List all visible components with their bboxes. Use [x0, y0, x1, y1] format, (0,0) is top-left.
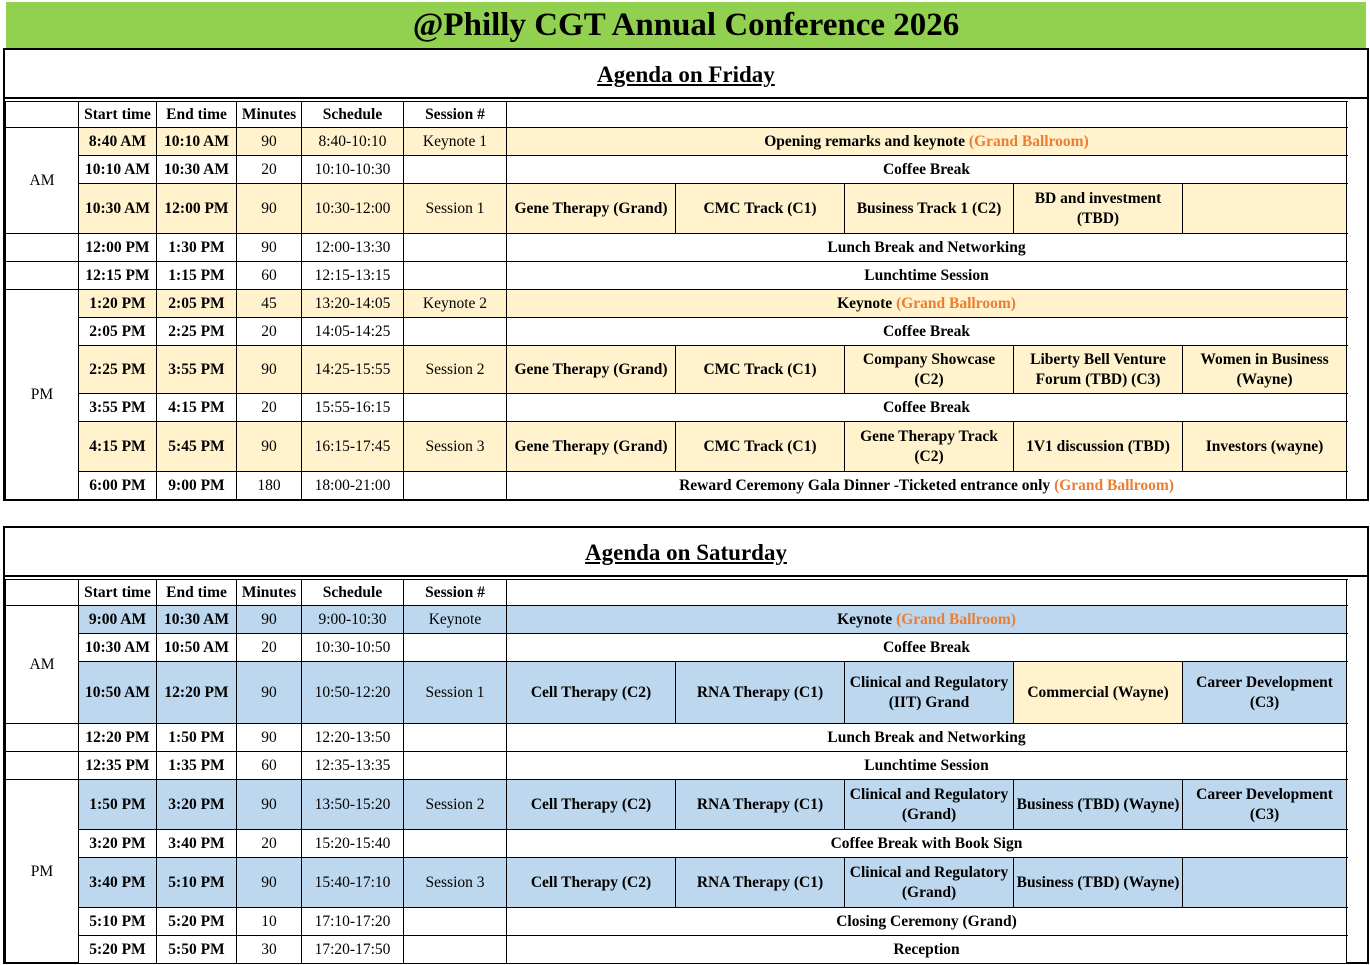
friday-schedule-table [5, 101, 1347, 500]
saturday-span-cell [507, 634, 1347, 662]
saturday-agenda-row [6, 724, 1347, 752]
saturday-schedule-cell: 15:20-15:40 [302, 830, 404, 858]
saturday-start-cell: 10:50 AM [79, 662, 157, 724]
friday-end-cell: 2:25 PM [157, 318, 237, 346]
friday-agenda-row [6, 184, 1347, 234]
saturday-track-cell: Clinical and Regulatory (Grand) [845, 780, 1014, 830]
friday-end-cell: 9:00 PM [157, 472, 237, 500]
saturday-track-cell: Career Development (C3) [1183, 662, 1347, 724]
friday-column-header: Schedule [302, 102, 404, 128]
friday-track-cell: Investors (wayne) [1183, 422, 1347, 472]
friday-session-cell: Session 1 [404, 184, 507, 234]
saturday-agenda-row [6, 830, 1347, 858]
friday-track-cell: CMC Track (C1) [676, 422, 845, 472]
saturday-track-cell: Career Development (C3) [1183, 780, 1347, 830]
saturday-track-cell: Business (TBD) (Wayne) [1014, 780, 1183, 830]
saturday-schedule-cell: 13:50-15:20 [302, 780, 404, 830]
saturday-schedule-cell: 10:30-10:50 [302, 634, 404, 662]
friday-minutes-cell: 90 [237, 128, 302, 156]
friday-minutes-cell: 20 [237, 318, 302, 346]
conference-title: @Philly CGT Annual Conference 2026 [412, 7, 960, 43]
saturday-end-cell: 3:20 PM [157, 780, 237, 830]
saturday-track-cell [1183, 858, 1347, 908]
saturday-end-cell: 10:50 AM [157, 634, 237, 662]
saturday-span-cell [507, 908, 1347, 936]
friday-start-cell: 8:40 AM [79, 128, 157, 156]
friday-agenda-row [6, 422, 1347, 472]
friday-session-cell: Keynote 2 [404, 290, 507, 318]
friday-schedule-cell: 14:05-14:25 [302, 318, 404, 346]
saturday-end-cell: 1:50 PM [157, 724, 237, 752]
saturday-start-cell: 5:10 PM [79, 908, 157, 936]
friday-minutes-cell: 90 [237, 422, 302, 472]
saturday-span-cell [507, 606, 1347, 634]
friday-event-name: Coffee Break [882, 322, 971, 340]
friday-column-header: Start time [79, 102, 157, 128]
saturday-start-cell: 9:00 AM [79, 606, 157, 634]
friday-track-cell: BD and investment (TBD) [1014, 184, 1183, 234]
friday-track-cell: CMC Track (C1) [676, 184, 845, 234]
saturday-event-name: Lunchtime Session [864, 756, 989, 774]
saturday-minutes-cell: 10 [237, 908, 302, 936]
friday-span-cell [507, 156, 1347, 184]
friday-track-cell: Gene Therapy (Grand) [507, 422, 676, 472]
saturday-track-cell: Clinical and Regulatory (Grand) [845, 858, 1014, 908]
friday-minutes-cell: 90 [237, 346, 302, 394]
saturday-minutes-cell: 20 [237, 634, 302, 662]
friday-end-cell: 5:45 PM [157, 422, 237, 472]
saturday-end-cell: 3:40 PM [157, 830, 237, 858]
saturday-track-cell: Commercial (Wayne) [1014, 662, 1183, 724]
friday-minutes-cell: 180 [237, 472, 302, 500]
saturday-minutes-cell: 90 [237, 858, 302, 908]
friday-start-cell: 1:20 PM [79, 290, 157, 318]
saturday-start-cell: 1:50 PM [79, 780, 157, 830]
friday-end-cell: 12:00 PM [157, 184, 237, 234]
friday-schedule-cell: 10:30-12:00 [302, 184, 404, 234]
friday-event-name: Coffee Break [882, 398, 971, 416]
saturday-agenda-row [6, 908, 1347, 936]
friday-span-cell [507, 262, 1347, 290]
friday-event-name: Opening remarks and keynote [764, 132, 966, 150]
saturday-schedule-cell: 12:35-13:35 [302, 752, 404, 780]
friday-agenda-row [6, 156, 1347, 184]
friday-span-cell [507, 318, 1347, 346]
saturday-column-header: Start time [79, 580, 157, 606]
friday-agenda [3, 48, 1369, 501]
saturday-session-cell [404, 752, 507, 780]
saturday-agenda-row [6, 634, 1347, 662]
saturday-span-cell [507, 724, 1347, 752]
friday-event-name: Lunchtime Session [864, 266, 989, 284]
saturday-track-cell: RNA Therapy (C1) [676, 662, 845, 724]
friday-span-cell [507, 290, 1347, 318]
friday-agenda-row [6, 394, 1347, 422]
saturday-minutes-cell: 90 [237, 780, 302, 830]
friday-period-blank [6, 262, 79, 290]
friday-end-cell: 1:15 PM [157, 262, 237, 290]
saturday-agenda [3, 526, 1369, 964]
saturday-schedule-cell: 12:20-13:50 [302, 724, 404, 752]
friday-event-name: Lunch Break and Networking [827, 238, 1026, 256]
friday-minutes-cell: 45 [237, 290, 302, 318]
saturday-span-cell [507, 936, 1347, 964]
friday-session-cell [404, 262, 507, 290]
friday-agenda-row [6, 346, 1347, 394]
saturday-start-cell: 5:20 PM [79, 936, 157, 964]
saturday-column-header: Session # [404, 580, 507, 606]
saturday-am-label: AM [6, 606, 79, 724]
friday-end-cell: 3:55 PM [157, 346, 237, 394]
friday-end-cell: 1:30 PM [157, 234, 237, 262]
saturday-event-name: Reception [893, 940, 960, 958]
saturday-start-cell: 3:20 PM [79, 830, 157, 858]
friday-event-room: (Grand Ballroom) [968, 132, 1089, 150]
saturday-end-cell: 5:10 PM [157, 858, 237, 908]
saturday-schedule-cell: 10:50-12:20 [302, 662, 404, 724]
saturday-pm-label: PM [6, 780, 79, 964]
saturday-period-blank [6, 724, 79, 752]
friday-start-cell: 10:30 AM [79, 184, 157, 234]
friday-track-cell: Gene Therapy Track (C2) [845, 422, 1014, 472]
saturday-session-cell [404, 936, 507, 964]
saturday-minutes-cell: 90 [237, 662, 302, 724]
friday-start-cell: 10:10 AM [79, 156, 157, 184]
friday-period-header [6, 102, 79, 128]
friday-session-cell [404, 234, 507, 262]
friday-minutes-cell: 90 [237, 234, 302, 262]
friday-agenda-row [6, 128, 1347, 156]
friday-start-cell: 4:15 PM [79, 422, 157, 472]
friday-period-blank [6, 234, 79, 262]
saturday-track-cell: Business (TBD) (Wayne) [1014, 858, 1183, 908]
saturday-event-name: Coffee Break with Book Sign [830, 834, 1023, 852]
saturday-agenda-row [6, 780, 1347, 830]
friday-session-cell [404, 394, 507, 422]
friday-schedule-cell: 10:10-10:30 [302, 156, 404, 184]
friday-schedule-cell: 12:00-13:30 [302, 234, 404, 262]
saturday-event-name: Closing Ceremony (Grand) [836, 912, 1017, 930]
friday-start-cell: 12:00 PM [79, 234, 157, 262]
friday-start-cell: 6:00 PM [79, 472, 157, 500]
saturday-track-cell: Clinical and Regulatory (IIT) Grand [845, 662, 1014, 724]
saturday-event-name: Coffee Break [882, 638, 971, 656]
saturday-agenda-row [6, 752, 1347, 780]
saturday-session-cell [404, 830, 507, 858]
saturday-tracks-header [507, 580, 1347, 606]
friday-minutes-cell: 20 [237, 156, 302, 184]
friday-track-cell: Gene Therapy (Grand) [507, 184, 676, 234]
friday-start-cell: 2:25 PM [79, 346, 157, 394]
saturday-schedule-cell: 17:20-17:50 [302, 936, 404, 964]
saturday-minutes-cell: 60 [237, 752, 302, 780]
friday-title-divider [5, 97, 1367, 99]
friday-span-cell [507, 394, 1347, 422]
saturday-column-header: Schedule [302, 580, 404, 606]
saturday-end-cell: 5:50 PM [157, 936, 237, 964]
saturday-track-cell: Cell Therapy (C2) [507, 858, 676, 908]
friday-track-cell [1183, 184, 1347, 234]
saturday-minutes-cell: 90 [237, 724, 302, 752]
saturday-session-cell [404, 634, 507, 662]
saturday-end-cell: 5:20 PM [157, 908, 237, 936]
saturday-session-cell: Keynote [404, 606, 507, 634]
friday-event-name: Keynote [837, 294, 893, 312]
friday-header-row [6, 102, 1347, 128]
friday-column-header: Minutes [237, 102, 302, 128]
conference-banner [6, 2, 1366, 48]
friday-schedule-cell: 18:00-21:00 [302, 472, 404, 500]
friday-event-name: Coffee Break [882, 160, 971, 178]
friday-track-cell: Business Track 1 (C2) [845, 184, 1014, 234]
saturday-event-name: Keynote [837, 610, 893, 628]
friday-minutes-cell: 20 [237, 394, 302, 422]
saturday-column-header: Minutes [237, 580, 302, 606]
friday-agenda-row [6, 262, 1347, 290]
saturday-end-cell: 12:20 PM [157, 662, 237, 724]
friday-minutes-cell: 90 [237, 184, 302, 234]
saturday-track-cell: RNA Therapy (C1) [676, 780, 845, 830]
saturday-end-cell: 1:35 PM [157, 752, 237, 780]
friday-end-cell: 10:10 AM [157, 128, 237, 156]
friday-start-cell: 2:05 PM [79, 318, 157, 346]
saturday-period-blank [6, 752, 79, 780]
friday-pm-label: PM [6, 290, 79, 500]
friday-end-cell: 2:05 PM [157, 290, 237, 318]
friday-session-cell [404, 472, 507, 500]
friday-session-cell [404, 156, 507, 184]
saturday-session-cell: Session 2 [404, 780, 507, 830]
saturday-agenda-title: Agenda on Saturday [585, 540, 787, 565]
friday-track-cell: Liberty Bell Venture Forum (TBD) (C3) [1014, 346, 1183, 394]
friday-agenda-row [6, 318, 1347, 346]
friday-agenda-row [6, 234, 1347, 262]
saturday-column-header: End time [157, 580, 237, 606]
friday-track-cell: CMC Track (C1) [676, 346, 845, 394]
saturday-track-cell: RNA Therapy (C1) [676, 858, 845, 908]
friday-column-header: Session # [404, 102, 507, 128]
saturday-session-cell [404, 724, 507, 752]
saturday-schedule-table [5, 579, 1347, 964]
saturday-session-cell: Session 1 [404, 662, 507, 724]
saturday-minutes-cell: 30 [237, 936, 302, 964]
saturday-title-divider [5, 575, 1367, 577]
saturday-period-header [6, 580, 79, 606]
friday-event-room: (Grand Ballroom) [1054, 476, 1174, 494]
friday-agenda-row [6, 472, 1347, 500]
friday-session-cell [404, 318, 507, 346]
friday-end-cell: 10:30 AM [157, 156, 237, 184]
friday-event-room: (Grand Ballroom) [896, 294, 1016, 312]
saturday-schedule-cell: 17:10-17:20 [302, 908, 404, 936]
friday-tracks-header [507, 102, 1347, 128]
saturday-agenda-row [6, 858, 1347, 908]
saturday-agenda-row [6, 606, 1347, 634]
friday-session-cell: Session 2 [404, 346, 507, 394]
friday-agenda-title: Agenda on Friday [597, 62, 775, 87]
friday-agenda-row [6, 290, 1347, 318]
saturday-span-cell [507, 752, 1347, 780]
saturday-schedule-cell: 9:00-10:30 [302, 606, 404, 634]
saturday-schedule-cell: 15:40-17:10 [302, 858, 404, 908]
saturday-start-cell: 12:20 PM [79, 724, 157, 752]
saturday-session-cell [404, 908, 507, 936]
friday-track-cell: Company Showcase (C2) [845, 346, 1014, 394]
friday-am-label: AM [6, 128, 79, 234]
saturday-track-cell: Cell Therapy (C2) [507, 780, 676, 830]
friday-schedule-cell: 16:15-17:45 [302, 422, 404, 472]
saturday-event-name: Lunch Break and Networking [827, 728, 1026, 746]
friday-schedule-cell: 15:55-16:15 [302, 394, 404, 422]
friday-session-cell: Session 3 [404, 422, 507, 472]
saturday-start-cell: 3:40 PM [79, 858, 157, 908]
friday-schedule-cell: 14:25-15:55 [302, 346, 404, 394]
friday-track-cell: 1V1 discussion (TBD) [1014, 422, 1183, 472]
saturday-event-room: (Grand Ballroom) [896, 610, 1016, 628]
friday-track-cell: Gene Therapy (Grand) [507, 346, 676, 394]
friday-event-name: Reward Ceremony Gala Dinner -Ticketed entrance only [679, 476, 1051, 494]
saturday-start-cell: 12:35 PM [79, 752, 157, 780]
saturday-header-row [6, 580, 1347, 606]
friday-span-cell [507, 128, 1347, 156]
saturday-minutes-cell: 20 [237, 830, 302, 858]
friday-span-cell [507, 472, 1347, 500]
saturday-start-cell: 10:30 AM [79, 634, 157, 662]
friday-minutes-cell: 60 [237, 262, 302, 290]
friday-end-cell: 4:15 PM [157, 394, 237, 422]
saturday-agenda-row [6, 936, 1347, 964]
friday-span-cell [507, 234, 1347, 262]
friday-schedule-cell: 12:15-13:15 [302, 262, 404, 290]
friday-column-header: End time [157, 102, 237, 128]
friday-start-cell: 3:55 PM [79, 394, 157, 422]
saturday-minutes-cell: 90 [237, 606, 302, 634]
friday-schedule-cell: 8:40-10:10 [302, 128, 404, 156]
friday-schedule-cell: 13:20-14:05 [302, 290, 404, 318]
friday-session-cell: Keynote 1 [404, 128, 507, 156]
friday-start-cell: 12:15 PM [79, 262, 157, 290]
saturday-session-cell: Session 3 [404, 858, 507, 908]
saturday-agenda-row [6, 662, 1347, 724]
friday-track-cell: Women in Business (Wayne) [1183, 346, 1347, 394]
saturday-span-cell [507, 830, 1347, 858]
saturday-track-cell: Cell Therapy (C2) [507, 662, 676, 724]
saturday-end-cell: 10:30 AM [157, 606, 237, 634]
